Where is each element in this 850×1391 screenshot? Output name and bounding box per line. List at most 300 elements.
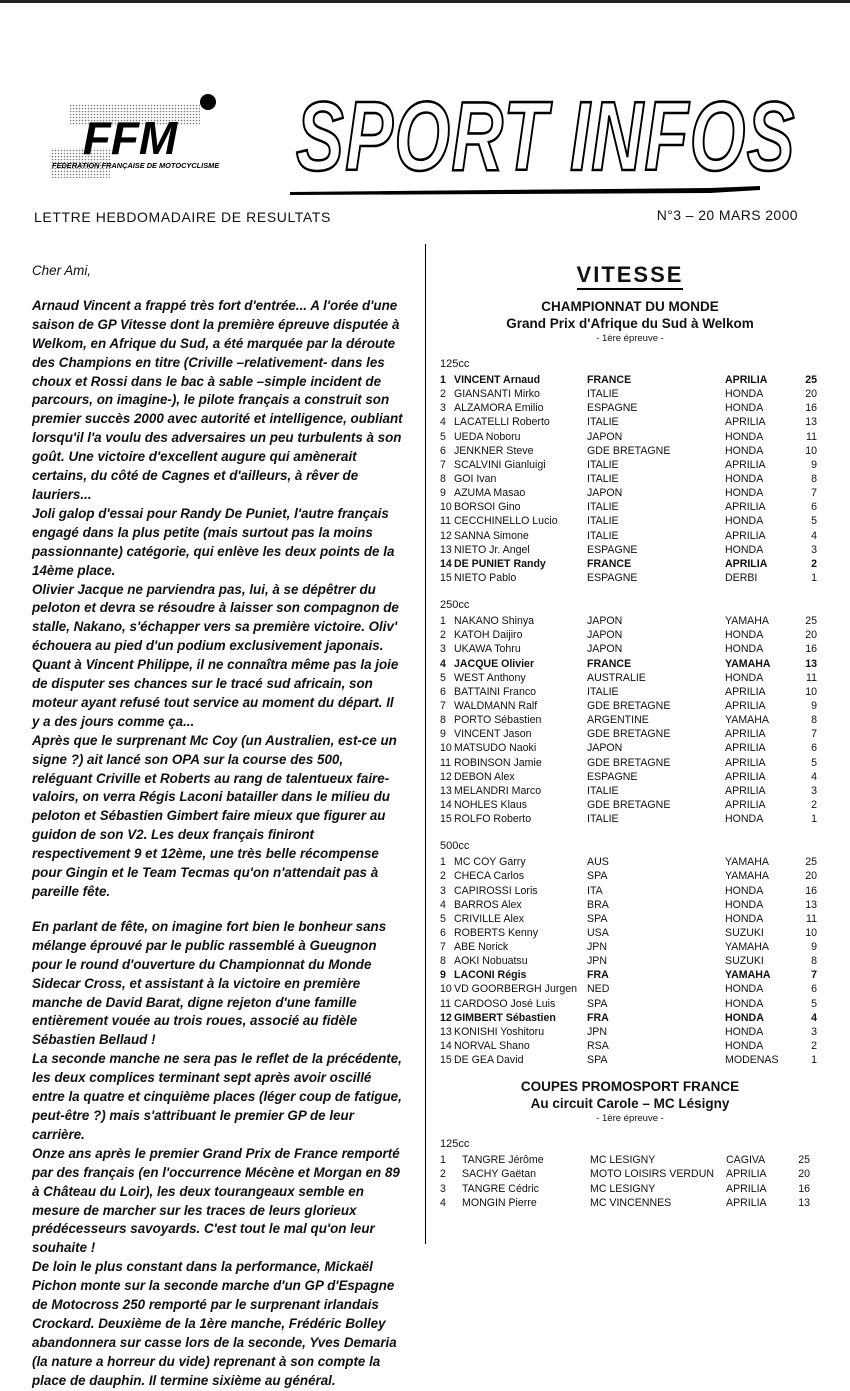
nationality-cell: ESPAGNE	[587, 543, 638, 556]
nationality-cell: FRANCE	[587, 657, 632, 670]
make-cell: HONDA	[725, 983, 764, 996]
points-cell: 5	[811, 997, 817, 1010]
rank-cell: 13	[440, 543, 452, 556]
club-cell: MC LESIGNY	[590, 1182, 656, 1195]
nationality-cell: JAPON	[587, 629, 623, 642]
nationality-cell: GDE BRETAGNE	[587, 798, 671, 811]
class-block-500cc	[440, 840, 820, 1067]
table-row	[440, 415, 820, 429]
nationality-cell: JAPON	[587, 643, 623, 656]
rider-cell: MC COY Garry	[454, 856, 526, 869]
nationality-cell: ARGENTINE	[587, 714, 649, 727]
paragraph: Arnaud Vincent a frappé très fort d'entrée... A l'orée d'une saison de GP Vitesse dont la première épreuve disputée à Welkom, en Afrique du Sud, a été marquée par la déroute des Champions en titre (Criville –relativement- dans les choux et Rossi dans le bac à sable –simple incident de parcours, on imagine-), le pilote français a construit son premier succès 2000 avec autorité et intelligence, oubliant lorsqu'il l'a voulu des adversaires un peu turbulents à son goût. Une victoire d'excellent augure qui amènerait certains, du côté de Cagnes et d'ailleurs, à rêver de lauriers...	[32, 297, 403, 502]
points-cell: 3	[811, 543, 817, 556]
make-cell: APRILIA	[725, 501, 766, 514]
table-row	[440, 1182, 820, 1196]
points-cell: 1	[811, 1054, 817, 1067]
make-cell: HONDA	[725, 1040, 764, 1053]
rank-cell: 12	[440, 529, 452, 542]
top-rule	[0, 0, 850, 3]
make-cell: YAMAHA	[725, 615, 769, 628]
rider-cell: DE GEA David	[454, 1054, 524, 1067]
table-row	[440, 756, 820, 770]
points-cell: 20	[798, 1168, 810, 1181]
table-row	[440, 812, 820, 826]
make-cell: HONDA	[725, 402, 764, 415]
rider-cell: AZUMA Masao	[454, 487, 526, 500]
table-row	[440, 1196, 820, 1210]
table-row	[440, 954, 820, 968]
paragraph: Après que le surprenant Mc Coy (un Australien, est-ce un signe ?) ait lancé son OPA sur la course des 500, reléguant Criville et Roberts au rang de talentueux faire-valoirs, on verra Régis Laconi batailler dans le milieu du peloton et Sébastien Gimbert faire mieux que figurer au guidon de son V2. Les deux français finiront respectivement 9 et 12ème, une très belle récompense pour Gingin et le Team Tecmas qu'on n'attendait pas à pareille fête.	[32, 732, 397, 899]
class-label: 500cc	[440, 840, 470, 853]
points-cell: 5	[811, 515, 817, 528]
nationality-cell: SPA	[587, 870, 608, 883]
make-cell: HONDA	[725, 543, 764, 556]
rank-cell: 4	[440, 898, 446, 911]
rank-cell: 12	[440, 1011, 452, 1024]
rider-cell: BARROS Alex	[454, 898, 522, 911]
nationality-cell: SPA	[587, 1054, 608, 1067]
rider-cell: GIMBERT Sébastien	[454, 1011, 556, 1024]
make-cell: APRILIA	[725, 756, 766, 769]
nationality-cell: ITALIE	[587, 784, 619, 797]
table-row	[440, 557, 820, 571]
nationality-cell: SPA	[587, 997, 608, 1010]
points-cell: 13	[805, 898, 817, 911]
points-cell: 1	[811, 813, 817, 826]
points-cell: 9	[811, 699, 817, 712]
rank-cell: 8	[440, 472, 446, 485]
rider-cell: CECCHINELLO Lucio	[454, 515, 558, 528]
rank-cell: 3	[440, 1182, 446, 1195]
rider-cell: TANGRE Cédric	[462, 1182, 539, 1195]
rider-cell: ROLFO Roberto	[454, 813, 532, 826]
table-row	[440, 912, 820, 926]
rank-cell: 1	[440, 615, 446, 628]
nationality-cell: ITALIE	[587, 472, 619, 485]
table-row	[440, 1025, 820, 1039]
nationality-cell: GDE BRETAGNE	[587, 756, 671, 769]
make-cell: APRILIA	[725, 798, 766, 811]
nationality-cell: ESPAGNE	[587, 402, 638, 415]
nationality-cell: JAPON	[587, 615, 623, 628]
make-cell: APRILIA	[725, 728, 766, 741]
nationality-cell: AUS	[587, 856, 609, 869]
rank-cell: 7	[440, 699, 446, 712]
paragraph: Joli galop d'essai pour Randy De Puniet, l'autre français engagé dans la plus petite (mais surtout pas la moins passionnante) catégorie, qui enlève les deux points de la 14ème place.	[32, 505, 395, 578]
points-cell: 2	[811, 1040, 817, 1053]
make-cell: APRILIA	[725, 784, 766, 797]
make-cell: HONDA	[725, 884, 764, 897]
nationality-cell: ITA	[587, 884, 603, 897]
rank-cell: 11	[440, 756, 451, 769]
nationality-cell: GDE BRETAGNE	[587, 728, 671, 741]
table-row	[440, 898, 820, 912]
points-cell: 16	[805, 884, 817, 897]
rider-cell: VINCENT Jason	[454, 728, 532, 741]
newsletter-subtitle: LETTRE HEBDOMADAIRE DE RESULTATS	[34, 209, 331, 225]
points-cell: 8	[811, 714, 817, 727]
table-row	[440, 685, 820, 699]
rank-cell: 3	[440, 884, 446, 897]
rank-cell: 1	[440, 374, 446, 386]
points-cell: 1	[811, 571, 817, 584]
nationality-cell: ESPAGNE	[587, 770, 638, 783]
make-cell: YAMAHA	[725, 941, 769, 954]
table-row	[440, 642, 820, 656]
rider-cell: MONGIN Pierre	[462, 1196, 537, 1209]
nationality-cell: FRANCE	[587, 374, 632, 386]
points-cell: 11	[806, 671, 817, 684]
points-cell: 4	[811, 529, 817, 542]
paragraph: Olivier Jacque ne parviendra pas, lui, à se dépêtrer du peloton et devra se résoudre à laisser son compagnon de stalle, Nakano, s'échapper vers sa première victoire. Oliv' échouera au pied d'un podium exclusivement japonais.	[32, 581, 399, 654]
rider-cell: WALDMANN Ralf	[454, 699, 538, 712]
table-row	[440, 387, 820, 401]
ffm-letters: FFM	[82, 112, 178, 164]
rider-cell: PORTO Sébastien	[454, 714, 542, 727]
make-cell: APRILIA	[726, 1182, 767, 1195]
make-cell: SUZUKI	[725, 955, 764, 968]
ffm-logo	[30, 92, 240, 182]
rider-cell: JACQUE Olivier	[454, 657, 535, 670]
table-row	[440, 1053, 820, 1067]
make-cell: YAMAHA	[725, 969, 771, 982]
make-cell: YAMAHA	[725, 870, 769, 883]
make-cell: HONDA	[725, 997, 764, 1010]
ffm-fullname: FEDERATION FRANÇAISE DE MOTOCYCLISME	[52, 161, 220, 170]
table-row	[440, 472, 820, 486]
rank-cell: 2	[440, 870, 446, 883]
rank-cell: 2	[440, 629, 446, 642]
rider-cell: NIETO Pablo	[454, 571, 517, 584]
rank-cell: 6	[440, 926, 446, 939]
rider-cell: LACONI Régis	[454, 969, 527, 982]
points-cell: 7	[811, 969, 817, 982]
points-cell: 25	[805, 856, 817, 869]
make-cell: APRILIA	[725, 374, 768, 386]
nationality-cell: ITALIE	[587, 685, 619, 698]
results-classes	[440, 358, 820, 1067]
rank-cell: 9	[440, 728, 446, 741]
points-cell: 13	[805, 416, 817, 429]
table-row	[440, 444, 820, 458]
paragraph: En parlant de fête, on imagine fort bien le bonheur sans mélange éprouvé par le public rassemblé à Gueugnon pour le round d'ouverture du Championnat du Monde Sidecar Cross, et assistant à la victoire en première manche de David Barat, digne rejeton d'une famille entièrement vouée au trois roues, associé au fidèle Sébastien Bellaud !	[32, 918, 387, 1048]
table-row	[440, 430, 820, 444]
club-cell: MC VINCENNES	[590, 1196, 672, 1209]
rider-cell: KONISHI Yoshitoru	[454, 1025, 545, 1038]
make-cell: HONDA	[725, 444, 764, 457]
rank-cell: 10	[440, 501, 452, 514]
class-label: 125cc	[440, 1138, 470, 1151]
nationality-cell: FRANCE	[587, 557, 632, 570]
masthead-title: SPORT INFOS	[296, 81, 796, 191]
nationality-cell: NED	[587, 983, 610, 996]
nationality-cell: ESPAGNE	[587, 571, 638, 584]
rider-cell: CRIVILLE Alex	[454, 912, 525, 925]
paragraph: De loin le plus constant dans la performance, Mickaël Pichon monte sur la seconde marche d'un GP d'Espagne de Motocross 250 remporté par le surprenant irlandais Crockard. Deuxième de la 1ère manche, Frédéric Bolley abandonnera sur casse lors de la seconde, Yves Demaria (la nature a horreur du vide) reprenant à son compte la place de dauphin. Il termine sixième au général.	[32, 1259, 397, 1388]
table-row	[440, 784, 820, 798]
rank-cell: 15	[440, 571, 452, 584]
results-column	[440, 258, 820, 1210]
editorial-letter	[32, 262, 404, 1391]
points-cell: 8	[811, 955, 817, 968]
rider-cell: LACATELLI Roberto	[454, 416, 550, 429]
rank-cell: 12	[440, 770, 452, 783]
rider-cell: ABE Norick	[454, 941, 509, 954]
make-cell: HONDA	[725, 1011, 764, 1024]
points-cell: 13	[798, 1196, 810, 1209]
table-row	[440, 1039, 820, 1053]
rider-cell: TANGRE Jérôme	[462, 1154, 544, 1167]
rank-cell: 14	[440, 557, 452, 570]
make-cell: MODENAS	[725, 1054, 779, 1067]
vitesse-title: VITESSE	[577, 262, 684, 290]
table-row	[440, 713, 820, 727]
promosport-table	[440, 1153, 820, 1210]
make-cell: APRILIA	[725, 458, 766, 471]
points-cell: 6	[811, 742, 817, 755]
make-cell: APRILIA	[725, 685, 766, 698]
rider-cell: NIETO Jr. Angel	[454, 543, 530, 556]
rider-cell: UKAWA Tohru	[454, 643, 521, 656]
points-cell: 7	[811, 487, 817, 500]
paragraph: Onze ans après le premier Grand Prix de France remporté par des français (en l'occurrence Mécène et Morgan en 89 à Château du Loir), les deux tourangeaux semble en mesure de marcher sur les traces de leurs glorieux prédécesseurs savoyards. C'est tout le mal qu'on leur souhaite !	[32, 1145, 400, 1256]
make-cell: HONDA	[725, 472, 764, 485]
table-row	[440, 1011, 820, 1025]
class-block-125cc	[440, 358, 820, 585]
nationality-cell: GDE BRETAGNE	[587, 699, 671, 712]
make-cell: HONDA	[725, 487, 764, 500]
issue-date: N°3 – 20 MARS 2000	[656, 207, 798, 223]
nationality-cell: RSA	[587, 1040, 609, 1053]
rank-cell: 10	[440, 742, 452, 755]
points-cell: 16	[805, 402, 817, 415]
round-label: - 1ère épreuve -	[596, 333, 664, 344]
make-cell: HONDA	[725, 912, 764, 925]
table-row	[440, 671, 820, 685]
points-cell: 13	[805, 657, 817, 670]
rank-cell: 8	[440, 955, 446, 968]
class-block-250cc	[440, 599, 820, 826]
rank-cell: 14	[440, 798, 452, 811]
rank-cell: 9	[440, 969, 446, 982]
make-cell: YAMAHA	[725, 657, 771, 670]
rank-cell: 3	[440, 643, 446, 656]
rider-cell: VINCENT Arnaud	[454, 374, 541, 386]
make-cell: HONDA	[725, 671, 764, 684]
points-cell: 8	[811, 472, 817, 485]
table-row	[440, 628, 820, 642]
paragraph: Quant à Vincent Philippe, il ne connaîtra même pas la joie de disputer ses chances sur le tracé sud africain, son moteur ayant refusé tout service au moment du départ. Il y a des jours comme ça...	[32, 657, 399, 729]
table-row	[440, 855, 820, 869]
points-cell: 4	[811, 770, 817, 783]
section-title	[440, 262, 820, 288]
greeting: Cher Ami,	[32, 263, 92, 278]
make-cell: YAMAHA	[725, 714, 769, 727]
make-cell: HONDA	[725, 430, 764, 443]
points-cell: 25	[805, 615, 817, 628]
promosport-circuit: Au circuit Carole – MC Lésigny	[530, 1096, 730, 1112]
points-cell: 9	[811, 941, 817, 954]
make-cell: APRILIA	[725, 416, 766, 429]
nationality-cell: GDE BRETAGNE	[587, 444, 671, 457]
rank-cell: 11	[440, 515, 451, 528]
rider-cell: GIANSANTI Mirko	[454, 388, 540, 401]
points-cell: 10	[805, 444, 817, 457]
table-row	[440, 401, 820, 415]
rider-cell: ROBERTS Kenny	[454, 926, 538, 939]
points-cell: 11	[806, 912, 817, 925]
rank-cell: 1	[440, 1154, 446, 1167]
rank-cell: 5	[440, 671, 446, 684]
points-cell: 5	[811, 756, 817, 769]
rider-cell: CARDOSO José Luis	[454, 997, 556, 1010]
points-cell: 20	[805, 870, 817, 883]
table-row	[440, 543, 820, 557]
table-row	[440, 529, 820, 543]
table-row	[440, 571, 820, 585]
make-cell: DERBI	[725, 571, 758, 584]
nationality-cell: ITALIE	[587, 515, 619, 528]
rank-cell: 2	[440, 388, 446, 401]
table-row	[440, 373, 820, 387]
rank-cell: 4	[440, 416, 446, 429]
championship-title: CHAMPIONNAT DU MONDE	[541, 299, 719, 314]
paragraph: La seconde manche ne sera pas le reflet de la précédente, les deux complices terminant sept après avoir oscillé entre la quatre et cinquième places (léger coup de fatigue, peut-être ?) mais s'attribuant le premier GP de leur carrière.	[32, 1051, 402, 1142]
rider-cell: BATTAINI Franco	[454, 685, 537, 698]
rider-cell: DEBON Alex	[454, 770, 515, 783]
rank-cell: 15	[440, 1054, 452, 1067]
nationality-cell: JAPON	[587, 487, 623, 500]
rider-cell: NOHLES Klaus	[454, 798, 528, 811]
nationality-cell: ITALIE	[587, 529, 619, 542]
rank-cell: 7	[440, 458, 446, 471]
make-cell: HONDA	[725, 813, 764, 826]
make-cell: HONDA	[725, 629, 764, 642]
table-row	[440, 699, 820, 713]
points-cell: 20	[805, 629, 817, 642]
points-cell: 3	[811, 1025, 817, 1038]
nationality-cell: FRA	[587, 969, 609, 982]
rider-cell: VD GOORBERGH Jurgen	[454, 983, 578, 996]
rank-cell: 11	[440, 997, 451, 1010]
nationality-cell: JAPON	[587, 430, 623, 443]
rider-cell: ALZAMORA Emilio	[454, 402, 544, 415]
nationality-cell: SPA	[587, 912, 608, 925]
nationality-cell: JPN	[587, 1025, 608, 1038]
grand-prix-title: Grand Prix d'Afrique du Sud à Welkom	[506, 316, 754, 331]
rank-cell: 1	[440, 856, 446, 869]
table-row	[440, 1153, 820, 1167]
table-row	[440, 770, 820, 784]
points-cell: 4	[811, 1011, 817, 1024]
nationality-cell: ITALIE	[587, 458, 619, 471]
masthead	[290, 72, 810, 202]
table-row	[440, 657, 820, 671]
rider-cell: SANNA Simone	[454, 529, 529, 542]
table-row	[440, 514, 820, 528]
table-row	[440, 1167, 820, 1181]
rider-cell: KATOH Daijiro	[454, 629, 523, 642]
rider-cell: NORVAL Shano	[454, 1040, 530, 1053]
points-cell: 11	[806, 430, 817, 443]
nationality-cell: BRA	[587, 898, 609, 911]
make-cell: HONDA	[725, 898, 764, 911]
points-cell: 25	[798, 1154, 810, 1167]
table-row	[440, 727, 820, 741]
rank-cell: 14	[440, 1040, 452, 1053]
rider-cell: JENKNER Steve	[454, 444, 534, 457]
nationality-cell: ITALIE	[587, 501, 619, 514]
points-cell: 9	[811, 458, 817, 471]
table-row	[440, 741, 820, 755]
make-cell: CAGIVA	[726, 1154, 766, 1167]
rank-cell: 13	[440, 1025, 452, 1038]
club-cell: MOTO LOISIRS VERDUN	[590, 1168, 715, 1181]
table-row	[440, 798, 820, 812]
rank-cell: 15	[440, 813, 452, 826]
make-cell: HONDA	[725, 515, 764, 528]
make-cell: APRILIA	[725, 742, 766, 755]
nationality-cell: AUSTRALIE	[587, 671, 646, 684]
rider-cell: BORSOI Gino	[454, 501, 521, 514]
make-cell: SUZUKI	[725, 926, 764, 939]
table-row	[440, 982, 820, 996]
rider-cell: SACHY Gaëtan	[462, 1168, 537, 1181]
make-cell: HONDA	[725, 643, 764, 656]
rank-cell: 2	[440, 1168, 446, 1181]
rider-cell: MATSUDO Naoki	[454, 742, 537, 755]
rider-cell: AOKI Nobuatsu	[454, 955, 528, 968]
nationality-cell: JPN	[587, 941, 608, 954]
table-row	[440, 869, 820, 883]
make-cell: HONDA	[725, 388, 764, 401]
table-row	[440, 940, 820, 954]
rank-cell: 10	[440, 983, 452, 996]
points-cell: 10	[805, 926, 817, 939]
nationality-cell: ITALIE	[587, 416, 619, 429]
rider-cell: NAKANO Shinya	[454, 615, 535, 628]
table-row	[440, 997, 820, 1011]
make-cell: HONDA	[725, 1025, 764, 1038]
rank-cell: 4	[440, 657, 446, 670]
make-cell: APRILIA	[725, 770, 766, 783]
club-cell: MC LESIGNY	[590, 1154, 656, 1167]
rider-cell: CAPIROSSI Loris	[454, 884, 538, 897]
points-cell: 6	[811, 983, 817, 996]
rank-cell: 6	[440, 444, 446, 457]
table-row	[440, 968, 820, 982]
points-cell: 16	[798, 1182, 810, 1195]
rank-cell: 7	[440, 941, 446, 954]
rider-cell: DE PUNIET Randy	[454, 557, 546, 570]
promosport-class	[440, 1138, 820, 1210]
table-row	[440, 486, 820, 500]
make-cell: APRILIA	[726, 1196, 767, 1209]
rank-cell: 9	[440, 487, 446, 500]
rider-cell: GOI Ivan	[454, 472, 497, 485]
nationality-cell: USA	[587, 926, 609, 939]
points-cell: 2	[811, 557, 817, 570]
promosport-round: - 1ère épreuve -	[596, 1113, 664, 1125]
rank-cell: 5	[440, 912, 446, 925]
nationality-cell: JAPON	[587, 742, 623, 755]
make-cell: APRILIA	[725, 557, 768, 570]
make-cell: APRILIA	[725, 529, 766, 542]
points-cell: 16	[805, 643, 817, 656]
rank-cell: 8	[440, 714, 446, 727]
table-row	[440, 458, 820, 472]
